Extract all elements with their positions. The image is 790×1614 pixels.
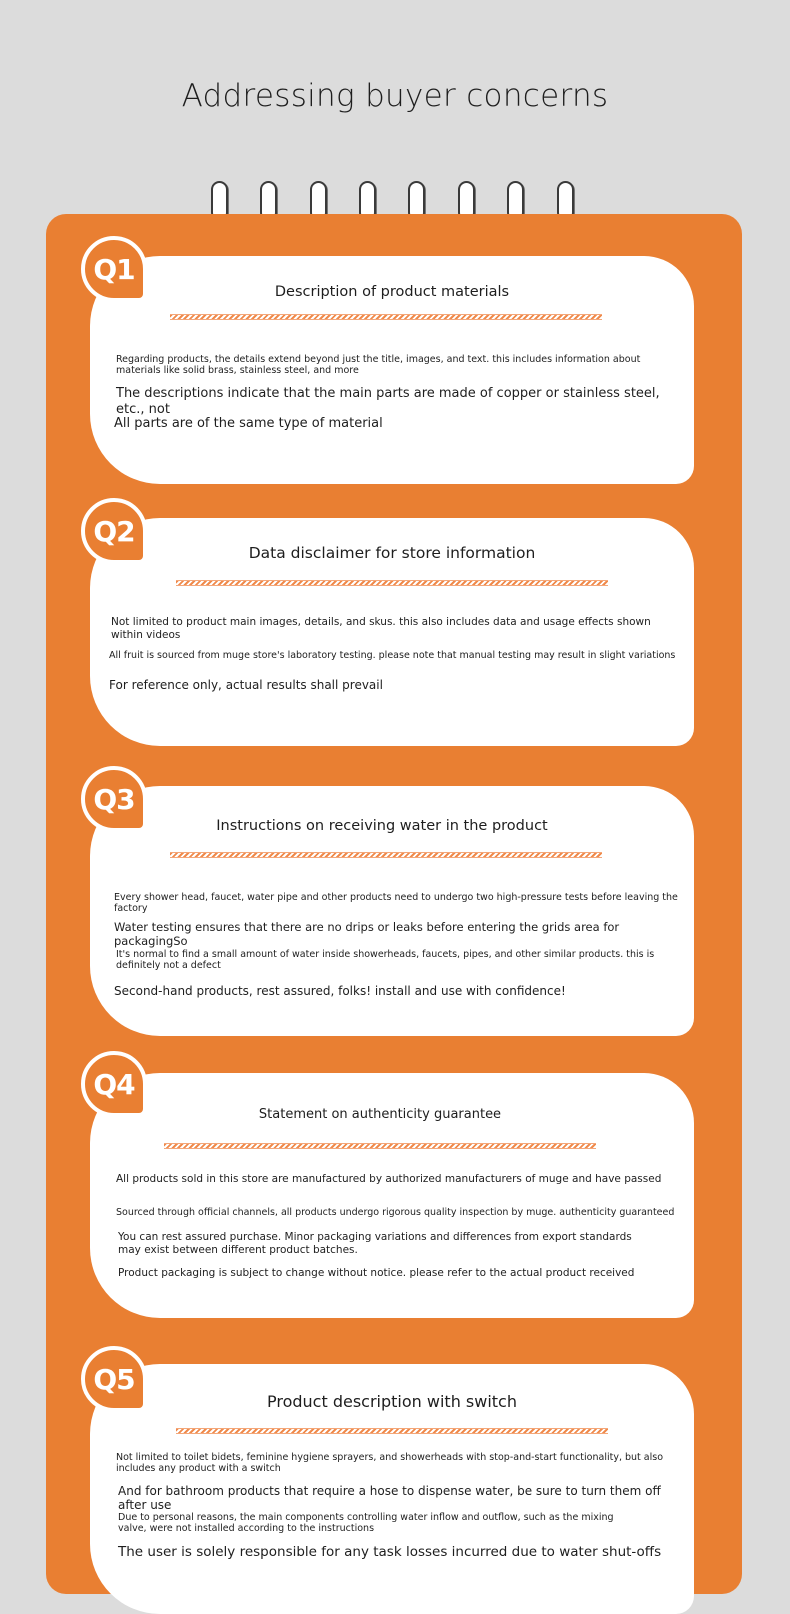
card-text: Not limited to product main images, details, and skus. this also includes data and usage effects shown within videos bbox=[111, 616, 651, 641]
page-title: Addressing buyer concerns bbox=[181, 78, 609, 114]
card-text: Not limited to toilet bidets, feminine hygiene sprayers, and showerheads with stop-and-start functionality, but also includes any product with a switch bbox=[116, 1452, 664, 1475]
card-text: The user is solely responsible for any task losses incurred due to water shut-offs bbox=[118, 1544, 662, 1560]
card-text: Due to personal reasons, the main components controlling water inflow and outflow, such as the mixing valve, were not installed according to the instructions bbox=[118, 1512, 614, 1535]
card-title: Description of product materials bbox=[274, 284, 510, 300]
card-text: Water testing ensures that there are no drips or leaks before entering the grids area for packagingSo bbox=[114, 920, 620, 948]
divider bbox=[176, 580, 608, 586]
badge-q1: Q1 bbox=[81, 236, 147, 302]
card-title: Data disclaimer for store information bbox=[248, 544, 536, 562]
badge-q4: Q4 bbox=[81, 1051, 147, 1117]
faq-card-q5 bbox=[90, 1364, 694, 1614]
card-text: And for bathroom products that require a hose to dispense water, be sure to turn them off after use bbox=[118, 1484, 661, 1513]
card-title: Statement on authenticity guarantee bbox=[258, 1107, 502, 1122]
faq-card-q2 bbox=[90, 518, 694, 746]
faq-card-q3 bbox=[90, 786, 694, 1036]
faq-card-q4 bbox=[90, 1073, 694, 1318]
divider bbox=[170, 852, 602, 858]
divider bbox=[170, 314, 602, 320]
card-text: Second-hand products, rest assured, folks! install and use with confidence! bbox=[114, 984, 566, 998]
card-text: Sourced through official channels, all products undergo rigorous quality inspection by muge. authenticity guaranteed bbox=[116, 1207, 675, 1218]
card-text: Regarding products, the details extend beyond just the title, images, and text. this includes information about materials like solid brass, stainless steel, and more bbox=[116, 354, 641, 377]
card-text: It's normal to find a small amount of water inside showerheads, faucets, pipes, and other similar products. this is definitely not a defect bbox=[116, 949, 655, 972]
card-text: All parts are of the same type of material bbox=[114, 416, 383, 431]
card-text: Every shower head, faucet, water pipe and other products need to undergo two high-pressure tests before leaving the factory bbox=[114, 892, 678, 915]
faq-card-q1 bbox=[90, 256, 694, 484]
badge-q3: Q3 bbox=[81, 766, 147, 832]
card-text: All products sold in this store are manufactured by authorized manufacturers of muge and have passed bbox=[116, 1173, 662, 1185]
card-text: All fruit is sourced from muge store's laboratory testing. please note that manual testing may result in slight variations bbox=[109, 650, 676, 661]
divider bbox=[164, 1143, 596, 1149]
badge-q5: Q5 bbox=[81, 1346, 147, 1412]
card-title: Product description with switch bbox=[267, 1392, 517, 1411]
divider bbox=[176, 1428, 608, 1434]
card-text: For reference only, actual results shall prevail bbox=[109, 678, 383, 692]
card-title: Instructions on receiving water in the product bbox=[216, 818, 548, 834]
card-text: You can rest assured purchase. Minor packaging variations and differences from export standards may exist between different product batches. bbox=[118, 1231, 632, 1256]
card-text: The descriptions indicate that the main parts are made of copper or stainless steel, etc., not bbox=[116, 386, 660, 417]
card-text: Product packaging is subject to change without notice. please refer to the actual product received bbox=[118, 1267, 635, 1279]
badge-q2: Q2 bbox=[81, 498, 147, 564]
